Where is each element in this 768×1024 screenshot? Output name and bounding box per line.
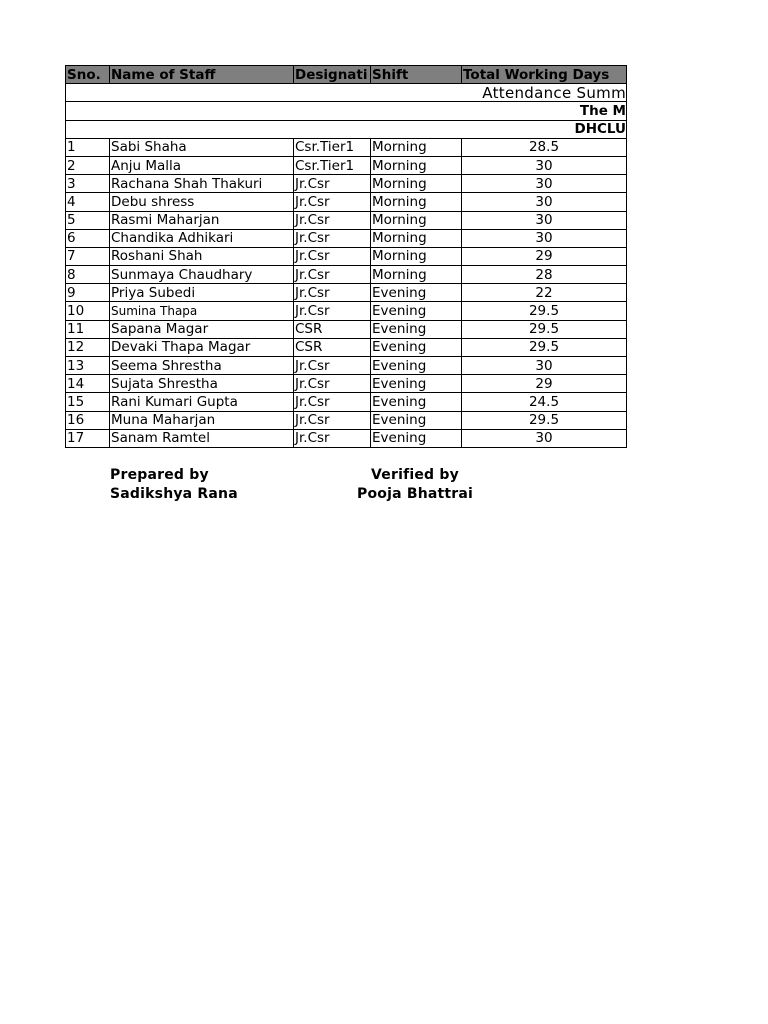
cell-shift: Evening (371, 429, 462, 447)
cell-name: Seema Shrestha (110, 357, 294, 375)
cell-designation: Jr.Csr (294, 175, 371, 193)
cell-working-days: 30 (462, 429, 627, 447)
cell-sno: 8 (66, 266, 110, 284)
cell-working-days: 30 (462, 211, 627, 229)
cell-shift: Morning (371, 138, 462, 156)
cell-shift: Evening (371, 320, 462, 338)
cell-designation: Jr.Csr (294, 211, 371, 229)
cell-working-days: 30 (462, 193, 627, 211)
table-row (66, 375, 627, 393)
cell-working-days: 29.5 (462, 302, 627, 320)
cell-shift: Evening (371, 357, 462, 375)
table-row (66, 156, 627, 174)
cell-shift: Morning (371, 229, 462, 247)
cell-name: Roshani Shah (110, 247, 294, 265)
prepared-by-label: Prepared by (110, 467, 209, 483)
cell-sno: 9 (66, 284, 110, 302)
cell-designation: Jr.Csr (294, 411, 371, 429)
cell-sno: 10 (66, 302, 110, 320)
cell-shift: Evening (371, 393, 462, 411)
cell-working-days: 30 (462, 357, 627, 375)
cell-name: Debu shress (110, 193, 294, 211)
cell-designation: Jr.Csr (294, 393, 371, 411)
cell-working-days: 28.5 (462, 138, 627, 156)
verified-by-label: Verified by (371, 467, 459, 483)
cell-shift: Evening (371, 411, 462, 429)
cell-name: Muna Maharjan (110, 411, 294, 429)
cell-name: Sanam Ramtel (110, 429, 294, 447)
cell-shift: Morning (371, 211, 462, 229)
cell-sno: 3 (66, 175, 110, 193)
cell-working-days: 29 (462, 375, 627, 393)
table-row (66, 429, 627, 447)
cell-sno: 13 (66, 357, 110, 375)
cell-sno: 17 (66, 429, 110, 447)
cell-sno: 15 (66, 393, 110, 411)
table-row (66, 302, 627, 320)
cell-sno: 2 (66, 156, 110, 174)
report-department: DHCLU (66, 120, 627, 138)
cell-working-days: 29.5 (462, 411, 627, 429)
table-row (66, 266, 627, 284)
title-block (66, 84, 627, 139)
cell-sno: 11 (66, 320, 110, 338)
header-name: Name of Staff (110, 66, 294, 84)
cell-name: Chandika Adhikari (110, 229, 294, 247)
cell-shift: Morning (371, 193, 462, 211)
table-row (66, 284, 627, 302)
cell-sno: 16 (66, 411, 110, 429)
cell-designation: Csr.Tier1 (294, 156, 371, 174)
cell-name: Sunmaya Chaudhary (110, 266, 294, 284)
cell-designation: Jr.Csr (294, 357, 371, 375)
cell-shift: Morning (371, 247, 462, 265)
table-row (66, 320, 627, 338)
cell-designation: Jr.Csr (294, 193, 371, 211)
cell-working-days: 29 (462, 247, 627, 265)
cell-designation: CSR (294, 320, 371, 338)
report-title: Attendance Summ (66, 84, 627, 102)
cell-designation: Jr.Csr (294, 302, 371, 320)
cell-designation: Jr.Csr (294, 229, 371, 247)
cell-designation: Jr.Csr (294, 247, 371, 265)
cell-name: Rachana Shah Thakuri (110, 175, 294, 193)
cell-working-days: 30 (462, 175, 627, 193)
report-subtitle: The M (66, 102, 627, 120)
cell-name: Sumina Thapa (110, 302, 294, 320)
cell-shift: Morning (371, 266, 462, 284)
cell-shift: Evening (371, 338, 462, 356)
cell-sno: 1 (66, 138, 110, 156)
cell-name: Sabi Shaha (110, 138, 294, 156)
table-row (66, 211, 627, 229)
attendance-table (65, 65, 627, 448)
cell-name: Sujata Shrestha (110, 375, 294, 393)
cell-sno: 7 (66, 247, 110, 265)
cell-name: Rani Kumari Gupta (110, 393, 294, 411)
verified-by-name: Pooja Bhattrai (357, 486, 474, 502)
table-row (66, 338, 627, 356)
cell-working-days: 29.5 (462, 320, 627, 338)
cell-shift: Morning (371, 156, 462, 174)
table-body (66, 138, 627, 447)
table-row (66, 357, 627, 375)
table-header (66, 66, 627, 84)
cell-name: Rasmi Maharjan (110, 211, 294, 229)
cell-designation: Jr.Csr (294, 429, 371, 447)
cell-name: Sapana Magar (110, 320, 294, 338)
cell-sno: 12 (66, 338, 110, 356)
header-shift: Shift (371, 66, 462, 84)
cell-shift: Evening (371, 375, 462, 393)
cell-working-days: 30 (462, 229, 627, 247)
header-designation: Designati (294, 66, 371, 84)
cell-designation: CSR (294, 338, 371, 356)
cell-designation: Csr.Tier1 (294, 138, 371, 156)
cell-working-days: 24.5 (462, 393, 627, 411)
cell-working-days: 22 (462, 284, 627, 302)
cell-sno: 6 (66, 229, 110, 247)
header-working-days: Total Working Days (462, 66, 627, 84)
prepared-by-name: Sadikshya Rana (110, 486, 238, 502)
table-row (66, 138, 627, 156)
table-row (66, 175, 627, 193)
cell-shift: Evening (371, 302, 462, 320)
cell-name: Anju Malla (110, 156, 294, 174)
table-row (66, 393, 627, 411)
cell-shift: Evening (371, 284, 462, 302)
table-row (66, 247, 627, 265)
cell-name: Priya Subedi (110, 284, 294, 302)
cell-sno: 5 (66, 211, 110, 229)
cell-shift: Morning (371, 175, 462, 193)
subtitle-row (66, 102, 627, 120)
cell-working-days: 28 (462, 266, 627, 284)
cell-sno: 14 (66, 375, 110, 393)
cell-name: Devaki Thapa Magar (110, 338, 294, 356)
cell-designation: Jr.Csr (294, 266, 371, 284)
table-row (66, 193, 627, 211)
table-row (66, 411, 627, 429)
department-row (66, 120, 627, 138)
cell-designation: Jr.Csr (294, 284, 371, 302)
header-row (66, 66, 627, 84)
cell-working-days: 30 (462, 156, 627, 174)
header-sno: Sno. (66, 66, 110, 84)
cell-working-days: 29.5 (462, 338, 627, 356)
title-row (66, 84, 627, 102)
cell-sno: 4 (66, 193, 110, 211)
cell-designation: Jr.Csr (294, 375, 371, 393)
table-row (66, 229, 627, 247)
